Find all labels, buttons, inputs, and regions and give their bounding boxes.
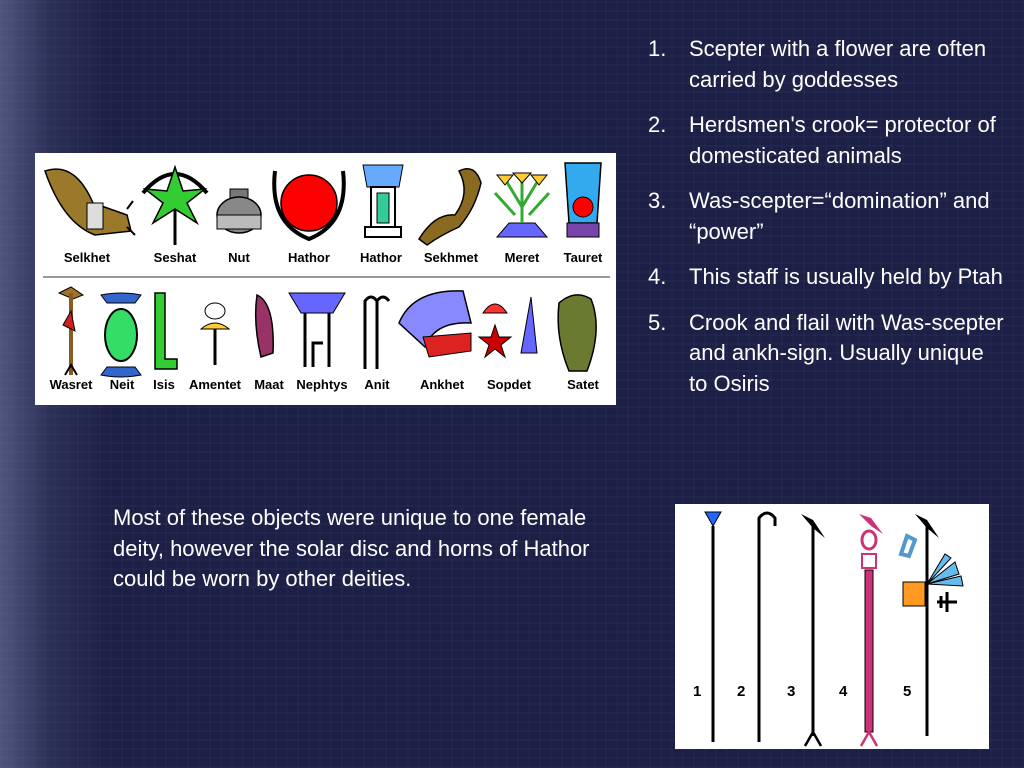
ankhet-headdress-icon: [399, 291, 471, 357]
staffs-svg: [675, 504, 989, 749]
sopdet-star-icon: [479, 297, 537, 357]
list-number: 2.: [648, 112, 667, 137]
osiris-regalia-icon: [901, 514, 963, 736]
label-sekhmet: Sekhmet: [423, 250, 479, 265]
label-nephtys: Nephtys: [296, 377, 348, 392]
list-text: Crook and flail with Was-scepter and ankh-sign. Usually unique to Osiris: [689, 309, 1004, 396]
was-scepter-icon: [801, 514, 825, 746]
list-text: This staff is usually held by Ptah: [689, 264, 1003, 289]
list-number: 1.: [648, 36, 667, 61]
label-anit: Anit: [364, 377, 390, 392]
list-text: Scepter with a flower are often carried by goddesses: [689, 36, 987, 92]
seshat-star-icon: [143, 167, 207, 245]
staff-label-2: 2: [737, 683, 746, 700]
ptah-staff-icon: [859, 514, 883, 746]
wasret-staff-icon: [59, 287, 83, 375]
neit-shield-icon: [101, 293, 141, 377]
label-isis: Isis: [153, 377, 175, 392]
label-amentet: Amentet: [188, 377, 242, 392]
label-hathor-2: Hathor: [360, 250, 402, 265]
label-meret: Meret: [504, 250, 540, 265]
hathor-disc-icon: [274, 171, 344, 239]
body-paragraph: Most of these objects were unique to one female deity, however the solar disc and horns of Hathor could be worn by other deities.: [113, 505, 590, 591]
label-wasret: Wasret: [49, 377, 93, 392]
sekhmet-cobra-icon: [419, 169, 481, 245]
staff-label-1: 1: [693, 683, 702, 700]
label-maat: Maat: [254, 377, 284, 392]
list-number: 5.: [648, 309, 667, 335]
label-seshat: Seshat: [153, 250, 197, 265]
hathor-sistrum-icon: [363, 165, 403, 237]
label-hathor-1: Hathor: [288, 250, 330, 265]
list-text: Was-scepter=“domination” and “power”: [689, 188, 990, 244]
list-item: [648, 186, 1008, 247]
label-neit: Neit: [109, 377, 135, 392]
label-ankhet: Ankhet: [419, 377, 465, 392]
goddess-emblems-image: [35, 153, 616, 405]
nephtys-basket-icon: [289, 293, 345, 367]
staff-label-3: 3: [787, 683, 796, 700]
list-item: [648, 34, 1008, 95]
label-tauret: Tauret: [563, 250, 603, 265]
meret-plants-icon: [495, 173, 549, 237]
label-selkhet: Selkhet: [63, 250, 111, 265]
list-item: [648, 262, 1008, 293]
label-nut: Nut: [228, 250, 250, 265]
staff-label-5: 5: [903, 683, 912, 700]
crook-icon: [759, 513, 775, 742]
amentet-bird-icon: [201, 303, 229, 365]
list-text: Herdsmen's crook= protector of domesticated animals: [689, 112, 996, 168]
list-item: [648, 308, 1008, 400]
scorpion-icon: [45, 169, 135, 235]
satet-crown-icon: [558, 295, 596, 371]
maat-feather-icon: [256, 295, 274, 357]
numbered-list: [648, 34, 1008, 414]
nut-vase-icon: [217, 189, 261, 233]
anit-staffs-icon: [365, 297, 389, 369]
staff-label-4: 4: [839, 683, 848, 700]
list-item: [648, 110, 1008, 171]
staffs-image: [675, 504, 989, 749]
list-number: 4.: [648, 264, 667, 289]
tauret-emblem-icon: [565, 163, 601, 237]
goddess-emblems-svg: [35, 153, 616, 405]
flower-scepter-icon: [705, 512, 721, 742]
label-sopdet: Sopdet: [486, 377, 532, 392]
label-satet: Satet: [567, 377, 599, 392]
isis-throne-icon: [155, 293, 177, 369]
list-number: 3.: [648, 188, 667, 213]
